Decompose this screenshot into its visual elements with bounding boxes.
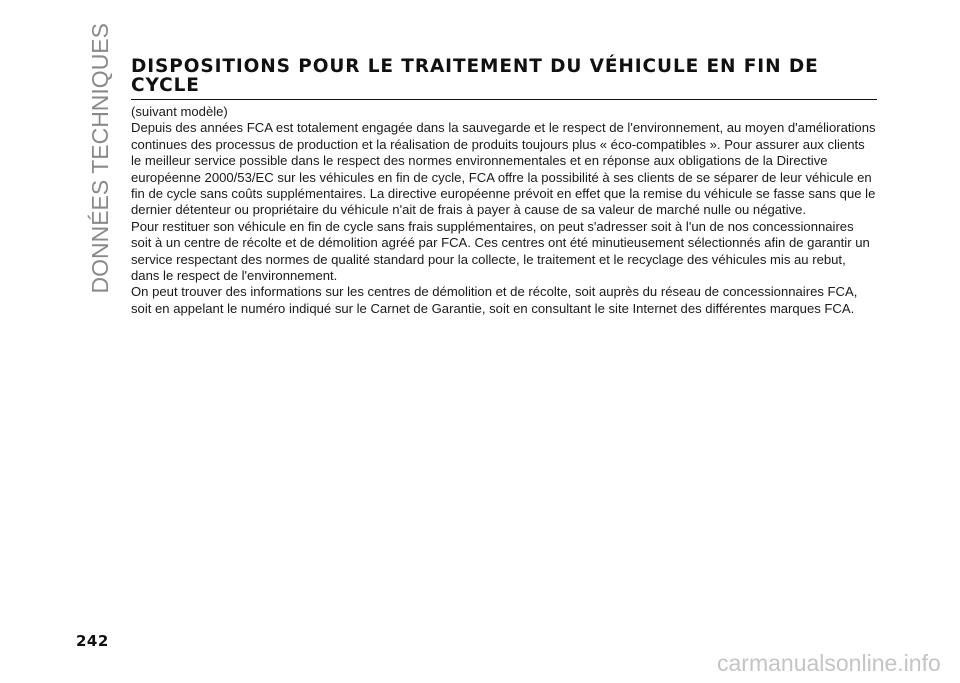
paragraph-2: Pour restituer son véhicule en fin de cycle sans frais supplémentaires, on peut s'adresser soit à l'un de nos concessionnaires soit à un centre de récolte et de démolition agréé par FCA. Ces centres ont été minutieusement sélectionnés afin de garantir un service respectant des normes de qualité standard pour la collecte, le traitement et le recyclage des véhicules mis au rebut, dans le respect de l'environnement.: [131, 218, 870, 284]
paragraph-1: Depuis des années FCA est totalement engagée dans la sauvegarde et le respect de l'environnement, au moyen d'améliorations continues des processus de production et la réalisation de produits toujours plus « éco-compatibles ». Pour assurer aux clients le meilleur service possible dans le respect des normes environnementales et en réponse aux obligations de la Directive européenne 2000/53/EC sur les véhicules en fin de cycle, FCA offre la possibilité à ses clients de se séparer de leur véhicule en fin de cycle sans coûts supplémentaires. La directive européenne prévoit en effet que la remise du véhicule se fasse sans que le dernier détenteur ou propriétaire du véhicule n'ait de frais à payer à cause de sa valeur de marché nulle ou négative.: [131, 120, 876, 218]
section-title: DISPOSITIONS POUR LE TRAITEMENT DU VÉHICULE EN FIN DE CYCLE: [131, 57, 877, 100]
page-number: 242: [76, 632, 109, 650]
side-section-tab: [86, 23, 114, 294]
paragraph-3: On peut trouver des informations sur les centres de démolition et de récolte, soit auprès du réseau de concessionnaires FCA, soit en appelant le numéro indiqué sur le Carnet de Garantie, soit en consultant le site Internet des différentes marques FCA.: [131, 284, 858, 316]
watermark-text: carmanualsonline.info: [717, 650, 941, 676]
section-body: [131, 104, 877, 317]
main-content: [131, 57, 877, 317]
side-section-label: DONNÉES TECHNIQUES: [87, 23, 113, 294]
section-subtitle: (suivant modèle): [131, 104, 228, 119]
